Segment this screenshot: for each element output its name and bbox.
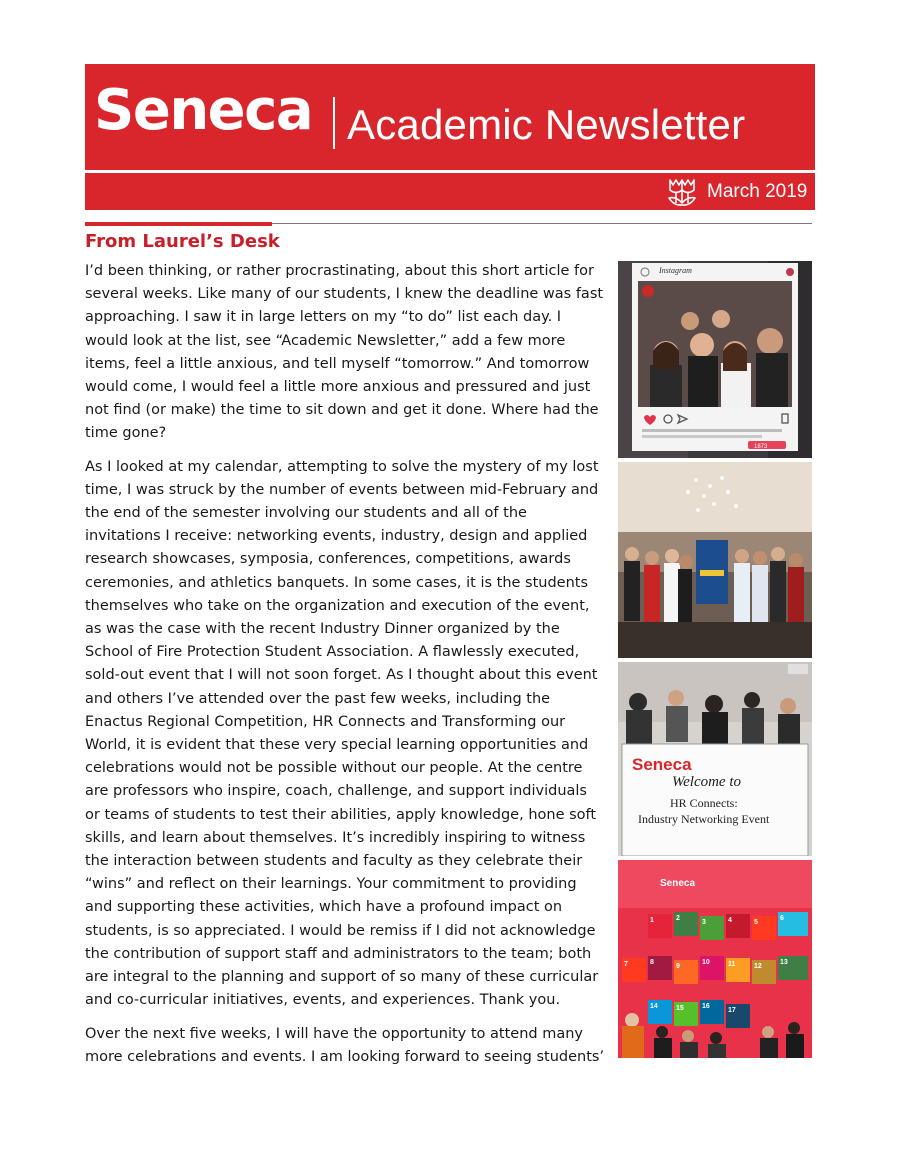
sdg-tile-label: 12 — [754, 963, 762, 970]
date-bar — [85, 173, 815, 210]
sdg-tile-label: 11 — [728, 961, 736, 968]
sign-welcome: Welcome to — [672, 774, 742, 790]
wall-brand: Seneca — [660, 878, 696, 889]
sign-event-subtitle: Industry Networking Event — [638, 812, 770, 826]
paragraph: I’d been thinking, or rather procrastinating, about this short article for several weeks. Like many of our students, I knew the deadline was fast approaching. I saw it in large letters on my “to do” list each day. I would look at the list, see “Academic Newsletter,” add a few more items, feel a little anxious, and tell myself “tomorrow.” And tomorrow would come, I would feel a little more anxious and pressured and just not find (or make) the time to sit down and get it done. Where had the time gone? — [85, 263, 604, 442]
issue-date: March 2019 — [707, 181, 808, 202]
section-accent-bar — [85, 222, 272, 226]
brand-wordmark: Seneca — [94, 78, 313, 143]
sdg-tile-label: 14 — [650, 1003, 658, 1010]
sdg-tile-label: 8 — [650, 959, 654, 966]
masthead-banner — [85, 64, 815, 170]
send-icon — [786, 268, 794, 276]
photo-instagram-frame — [618, 261, 812, 458]
sign-brand: Seneca — [632, 755, 692, 774]
sdg-tile-label: 7 — [624, 961, 628, 968]
paragraph: As I looked at my calendar, attempting to solve the mystery of my lost time, I was struck by the number of events between mid-February and the end of the semester involving our students and all of the invitations I receive: networking events, industry, design and applied research showcases, symposia, conferences, competitions, awards ceremonies, and athletics banquets. In some cases, it is the students themselves who take on the organization and execution of the event, as was the case with the recent Industry Dinner organized by the School of Fire Protection Student Association. A flawlessly executed, sold-out event that I will not soon forget. As I thought about this event and others I’ve attended over the past few weeks, including the Enactus Regional Competition, HR Connects and Transforming our World, it is evident that these very special learning opportunities and celebrations would not be possible without our people. At the centre are professors who inspire, coach, challenge, and support individuals or teams of students to test their abilities, apply knowledge, hone soft skills, and learn about themselves. It’s incredibly inspiring to witness the interaction between students and faculty as they celebrate their “wins” and reflect on their learnings. Your commitment to providing and supporting these activities, which have a profound impact on students, is so appreciated. I would be remiss if I did not acknowledge the contribution of support staff and administrators to the team; both are integral to the planning and support of so many of these curricular and co-curricular initiatives, events, and experiences. Thank you. — [85, 458, 599, 1009]
photo-sdg-wall — [618, 860, 812, 1058]
sdg-tile-label: 15 — [676, 1005, 684, 1012]
sdg-tile-label: 16 — [702, 1003, 710, 1010]
section-heading: From Laurel’s Desk — [85, 231, 280, 252]
sdg-tile-label: 4 — [728, 917, 732, 924]
sdg-tile-label: 10 — [702, 959, 710, 966]
sdg-tile-label: 3 — [702, 919, 706, 926]
sdg-tile-label: 13 — [780, 959, 788, 966]
sdg-tile-label: 5 — [754, 919, 758, 926]
seneca-tulip-icon — [665, 176, 699, 208]
sdg-tile-label: 17 — [728, 1007, 736, 1014]
sdg-tile-label: 6 — [780, 915, 784, 922]
article-body — [85, 260, 606, 1069]
sdg-tile-label: 1 — [650, 917, 654, 924]
likes-count: 1873 — [754, 444, 768, 450]
sdg-tile-label: 9 — [676, 963, 680, 970]
newsletter-title: Academic Newsletter — [347, 101, 746, 148]
photo-group-event — [618, 462, 812, 658]
sign-event-name: HR Connects: — [670, 796, 738, 810]
photo-hr-connects-sign — [618, 662, 812, 856]
masthead-divider — [333, 97, 335, 149]
sdg-tile-label: 2 — [676, 915, 680, 922]
instagram-wordmark: Instagram — [659, 266, 692, 275]
paragraph: Over the next five weeks, I will have the opportunity to attend many more celebrations and events. I am looking forward to seeing students’ — [85, 1025, 605, 1065]
